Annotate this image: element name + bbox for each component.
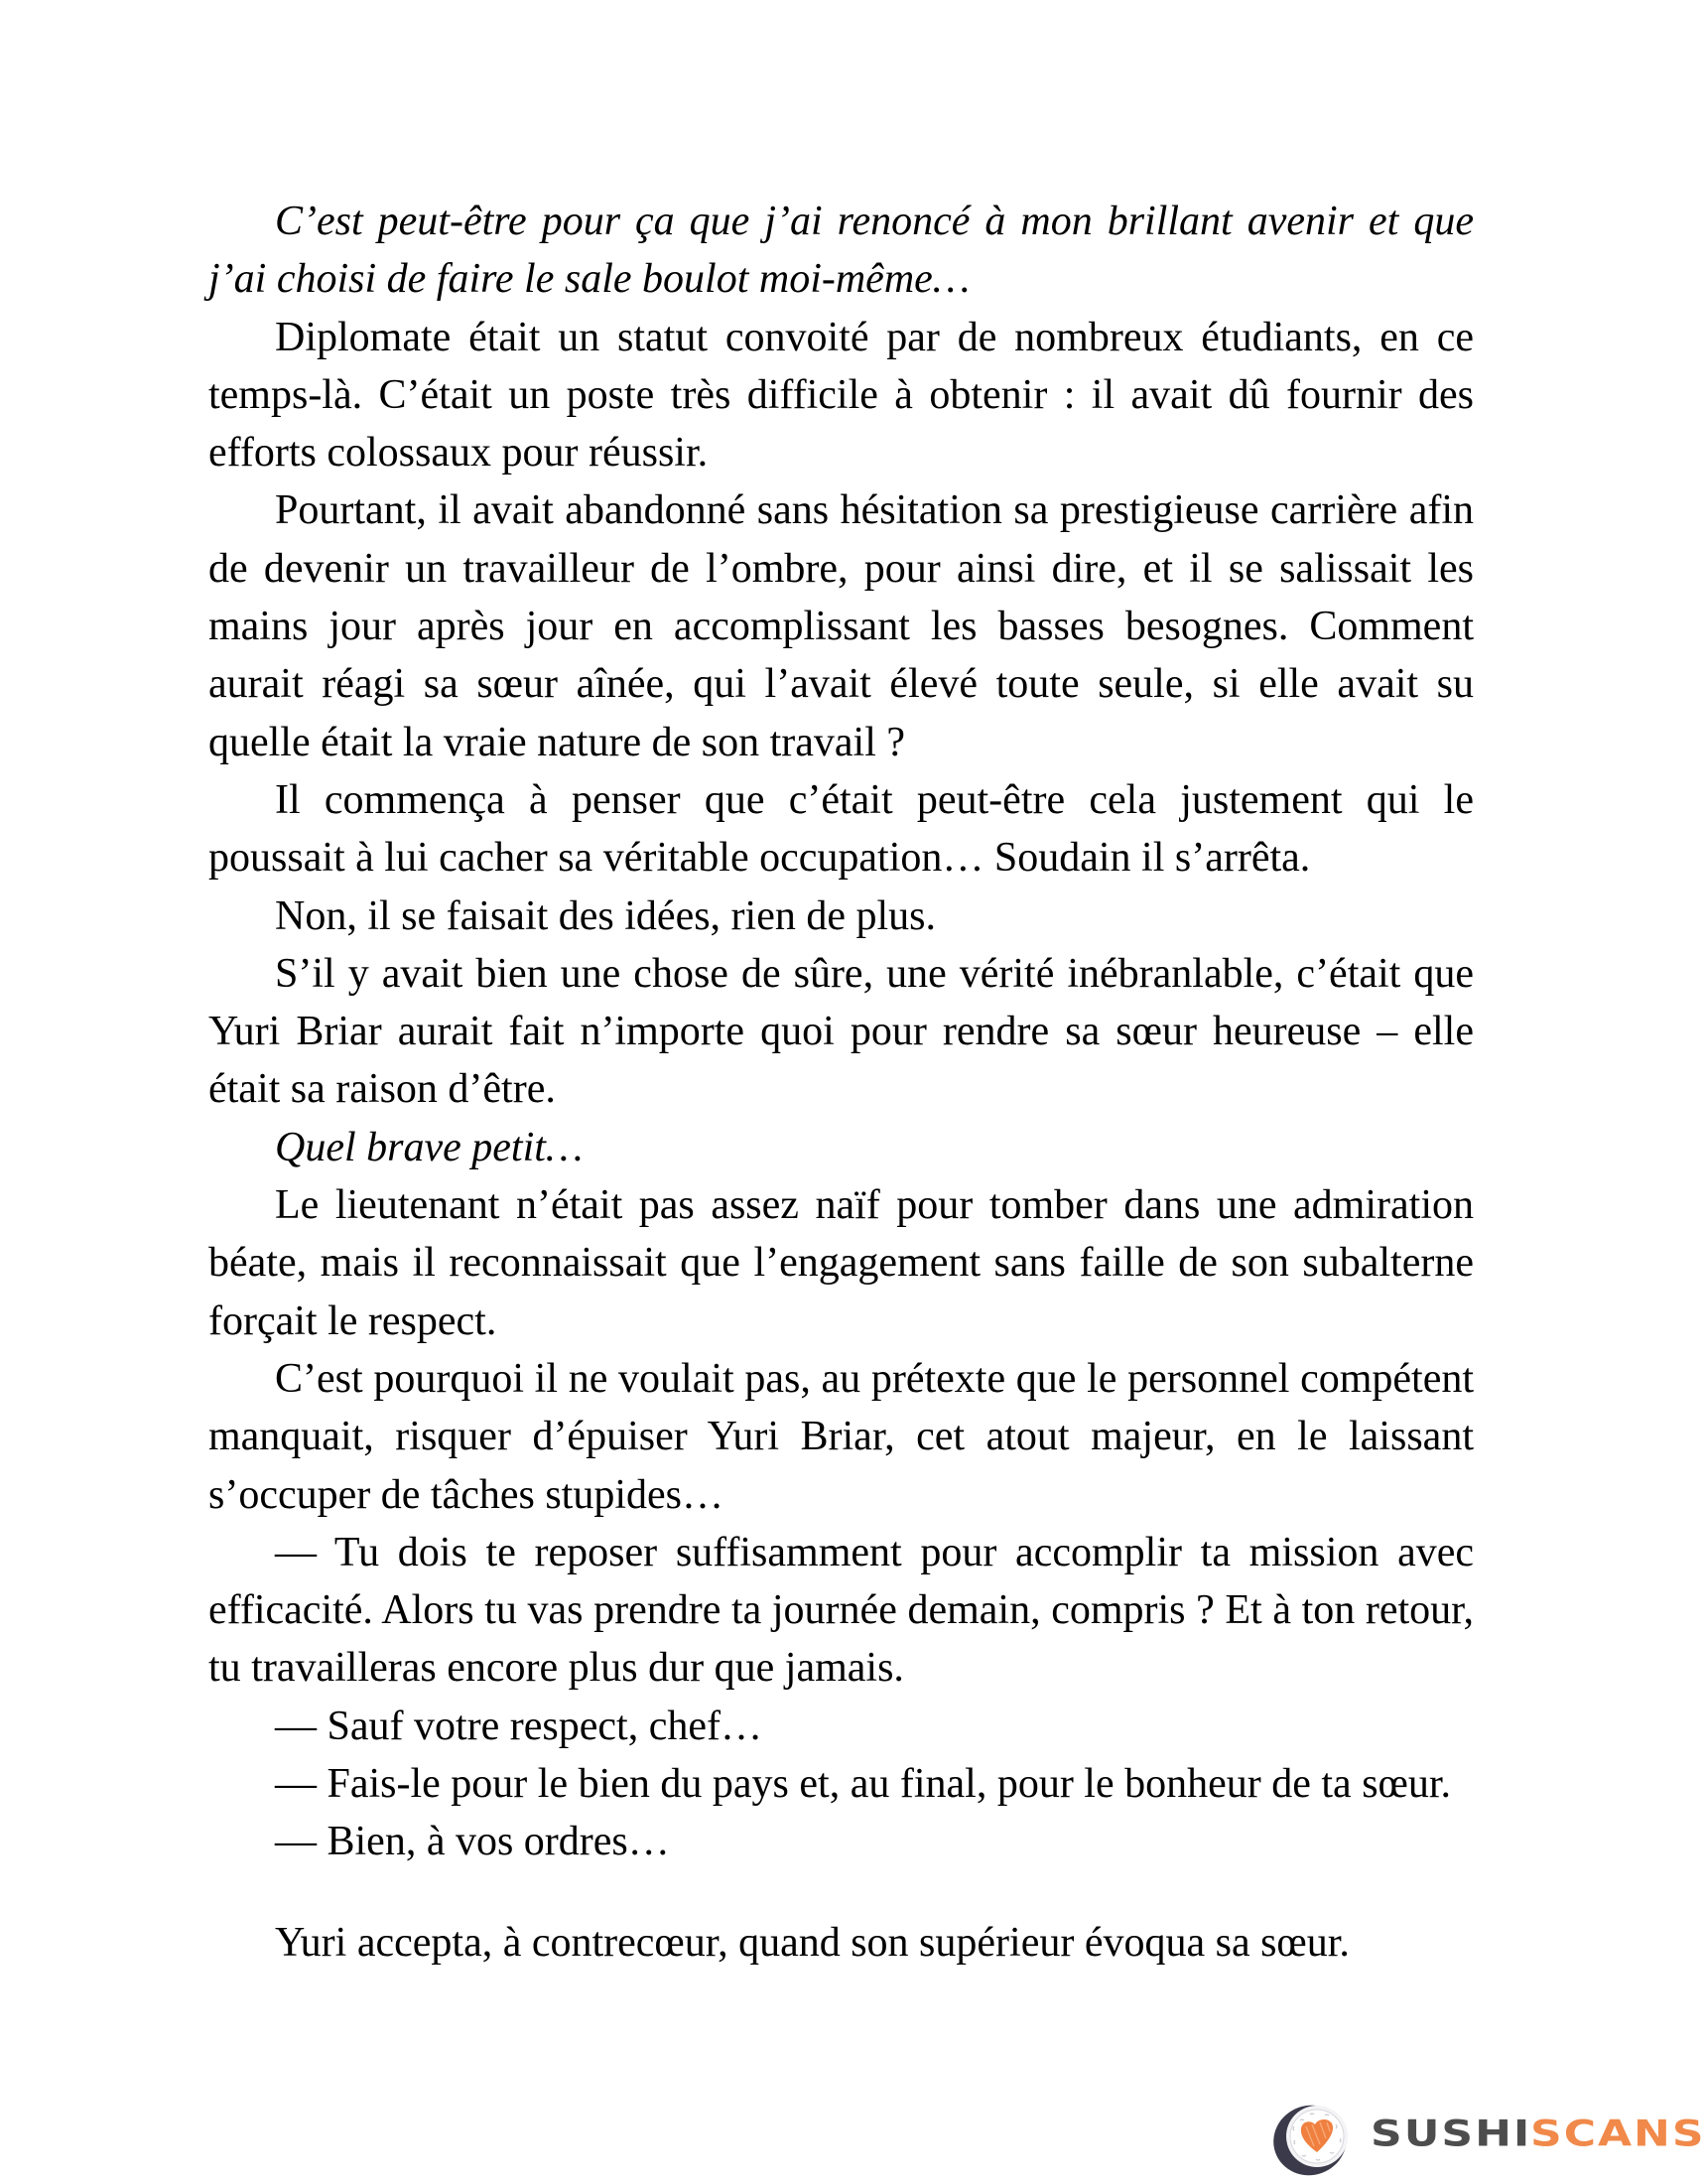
watermark-logo xyxy=(1270,2103,1706,2178)
paragraph-inner-thought: C’est peut-être pour ça que j’ai renoncé à mon brillant avenir et que j’ai choisi de faire le sale boulot moi-même… xyxy=(208,199,1474,303)
paragraph: Diplomate était un statut convoité par de nombreux étudiants, en ce temps-là. C’était un poste très difficile à obtenir : il avait dû fournir des efforts colossaux pour réussir. xyxy=(208,314,1474,477)
paragraph: Le lieutenant n’était pas assez naïf pour tomber dans une admiration béate, mais il reconnaissait que l’engagement sans faille de son subalterne forçait le respect. xyxy=(208,1182,1474,1344)
dialogue-line: — Bien, à vos ordres… xyxy=(275,1819,670,1865)
dialogue-line: — Sauf votre respect, chef… xyxy=(275,1703,762,1749)
paragraph: Non, il se faisait des idées, rien de plus. xyxy=(275,892,937,939)
dialogue-line: — Tu dois te reposer suffisamment pour accomplir ta mission avec efficacité. Alors tu vas prendre ta journée demain, compris ? Et à ton retour, tu travailleras encore plus dur que jamais. xyxy=(208,1529,1474,1692)
paragraph: Pourtant, il avait abandonné sans hésitation sa prestigieuse carrière afin de devenir un travailleur de l’ombre, pour ainsi dire, et il se salissait les mains jour après jour en accomplissant les basses besognes. Comment aurait réagi sa sœur aînée, qui l’avait élevé toute seule, si elle avait su quelle était la vraie nature de son travail ? xyxy=(208,487,1474,765)
dialogue-line: — Fais-le pour le bien du pays et, au final, pour le bonheur de ta sœur. xyxy=(275,1761,1452,1808)
paragraph-inner-thought: Quel brave petit… xyxy=(275,1124,584,1170)
closing-paragraph: Yuri accepta, à contrecœur, quand son supérieur évoqua sa sœur. xyxy=(275,1920,1350,1967)
paragraph: Il commença à penser que c’était peut-être cela justement qui le poussait à lui cacher sa véritable occupation… Soudain il s’arrêta. xyxy=(208,776,1474,882)
body-text xyxy=(208,193,1474,1973)
sushi-roll-heart-icon xyxy=(1270,2103,1352,2178)
paragraph: S’il y avait bien une chose de sûre, une vérité inébranlable, c’était que Yuri Briar aurait fait n’importe quoi pour rendre sa sœur heureuse – elle était sa raison d’être. xyxy=(208,950,1474,1113)
paragraph: C’est pourquoi il ne voulait pas, au prétexte que le personnel compétent manquait, risquer d’épuiser Yuri Briar, cet atout majeur, en le laissant s’occuper de tâches stupides… xyxy=(208,1355,1474,1518)
brand-name-sushi: SUSHI xyxy=(1371,2113,1532,2155)
brand-name-scans: SCANS xyxy=(1530,2113,1706,2155)
